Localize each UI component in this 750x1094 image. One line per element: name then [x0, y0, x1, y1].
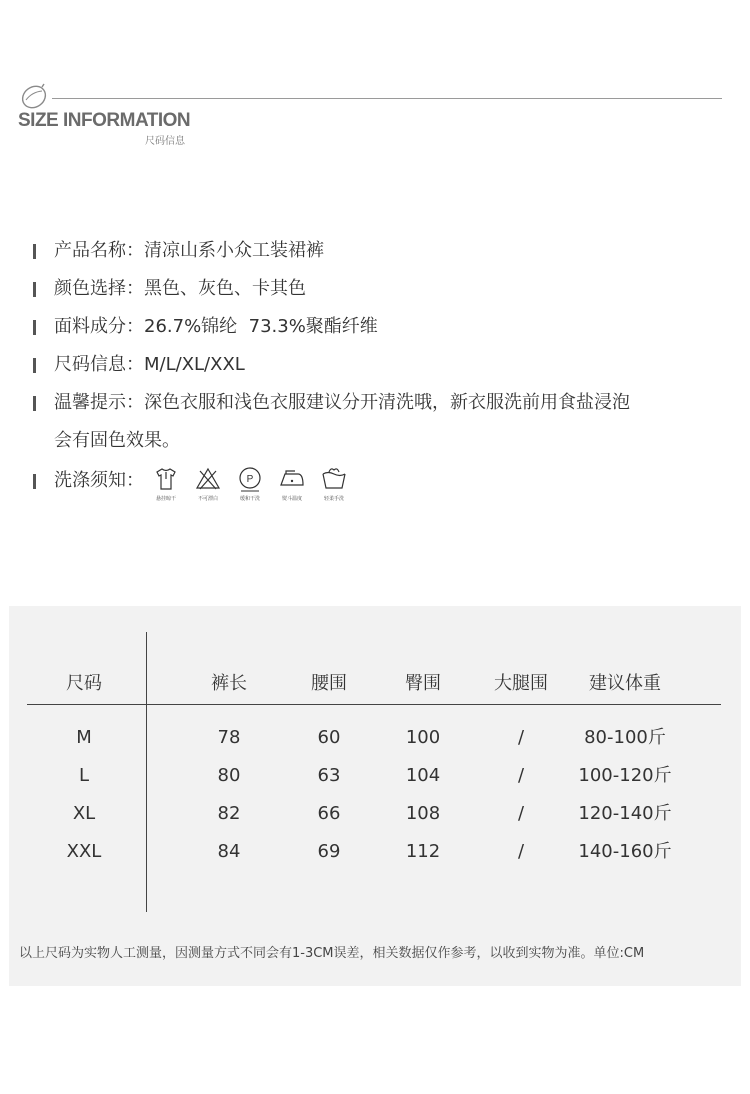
table-cell: 84: [217, 841, 241, 862]
svg-text:P: P: [246, 474, 254, 485]
page-subtitle: 尺码信息: [145, 136, 185, 147]
table-cell: 108: [405, 803, 441, 824]
info-label: 产品名称：: [54, 240, 144, 261]
table-cell: M: [76, 727, 92, 748]
size-footnote: 以上尺码为实物人工测量，因测量方式不同会有1-3CM误差，相关数据仅作参考，以收到实物为准。单位:CM: [19, 946, 645, 961]
info-value: 黑色、灰色、卡其色: [144, 278, 306, 299]
wash-item: [192, 466, 224, 502]
no-bleach-icon: [195, 466, 221, 492]
wash-icons: [150, 466, 350, 502]
table-cell: 104: [405, 765, 441, 786]
info-value: M/L/XL/XXL: [144, 354, 245, 375]
wash-caption: 缓和干洗: [239, 496, 260, 502]
table-divider-vertical: [146, 632, 147, 912]
info-row-colors: [30, 270, 730, 308]
table-cell: /: [517, 841, 525, 862]
table-cell: /: [517, 803, 525, 824]
table-cell: 120-140斤: [578, 803, 672, 824]
table-cell: 60: [317, 727, 341, 748]
wash-item: [318, 466, 350, 502]
table-cell: 80: [217, 765, 241, 786]
bullet-bar: [33, 244, 36, 259]
hang-dry-icon: [153, 466, 179, 492]
header-divider: [52, 98, 722, 99]
wash-caption: 不可漂白: [197, 496, 218, 502]
size-table: [9, 606, 741, 986]
wash-caption: 轻柔手洗: [323, 496, 344, 502]
wash-label: 洗涤须知：: [54, 470, 144, 491]
info-label: 尺码信息：: [54, 354, 144, 375]
table-cell: 100: [405, 727, 441, 748]
hand-wash-icon: [321, 466, 347, 492]
page-title: SIZE INFORMATION: [18, 110, 191, 131]
bullet-bar: [33, 474, 36, 489]
info-row-fabric: [30, 308, 730, 346]
info-value: 26.7%锦纶 73.3%聚酯纤维: [144, 316, 378, 337]
info-value: 深色衣服和浅色衣服建议分开清洗哦，新衣服洗前用食盐浸泡: [144, 392, 630, 413]
bullet-bar: [33, 282, 36, 297]
table-header-weight: 建议体重: [589, 673, 661, 694]
table-cell: /: [517, 765, 525, 786]
info-row-product-name: [30, 232, 730, 270]
bullet-bar: [33, 320, 36, 335]
info-label: 温馨提示：: [54, 392, 144, 413]
table-cell: 100-120斤: [578, 765, 672, 786]
info-row-tips: [30, 384, 730, 460]
info-row-wash: [30, 462, 730, 512]
table-cell: 80-100斤: [584, 727, 666, 748]
wash-item: [150, 466, 182, 502]
gentle-dry-clean-icon: [237, 466, 263, 492]
table-cell: L: [78, 765, 90, 786]
wash-item: [234, 466, 266, 502]
info-value-continued: 会有固色效果。: [54, 430, 180, 451]
table-cell: 66: [317, 803, 341, 824]
table-cell: 140-160斤: [578, 841, 672, 862]
wash-caption: 悬挂晾干: [155, 496, 176, 502]
table-header-hip: 臀围: [405, 673, 441, 694]
table-cell: 78: [217, 727, 241, 748]
iron-temp-icon: [279, 466, 305, 492]
info-label: 颜色选择：: [54, 278, 144, 299]
table-header-thigh: 大腿围: [494, 673, 548, 694]
wash-caption: 熨斗温度: [281, 496, 302, 502]
table-cell: /: [517, 727, 525, 748]
lemon-icon: [18, 80, 50, 112]
table-cell: 63: [317, 765, 341, 786]
table-divider-horizontal: [27, 704, 721, 705]
table-cell: 82: [217, 803, 241, 824]
table-header-size: 尺码: [66, 673, 102, 694]
bullet-bar: [33, 396, 36, 411]
info-value: 清凉山系小众工装裙裤: [144, 240, 324, 261]
wash-item: [276, 466, 308, 502]
bullet-bar: [33, 358, 36, 373]
table-header-length: 裤长: [211, 673, 247, 694]
table-cell: XXL: [66, 841, 102, 862]
info-label: 面料成分：: [54, 316, 144, 337]
product-info-list: [30, 232, 730, 512]
table-header-waist: 腰围: [311, 673, 347, 694]
info-row-sizes: [30, 346, 730, 384]
table-cell: XL: [72, 803, 96, 824]
table-cell: 112: [405, 841, 441, 862]
table-cell: 69: [317, 841, 341, 862]
